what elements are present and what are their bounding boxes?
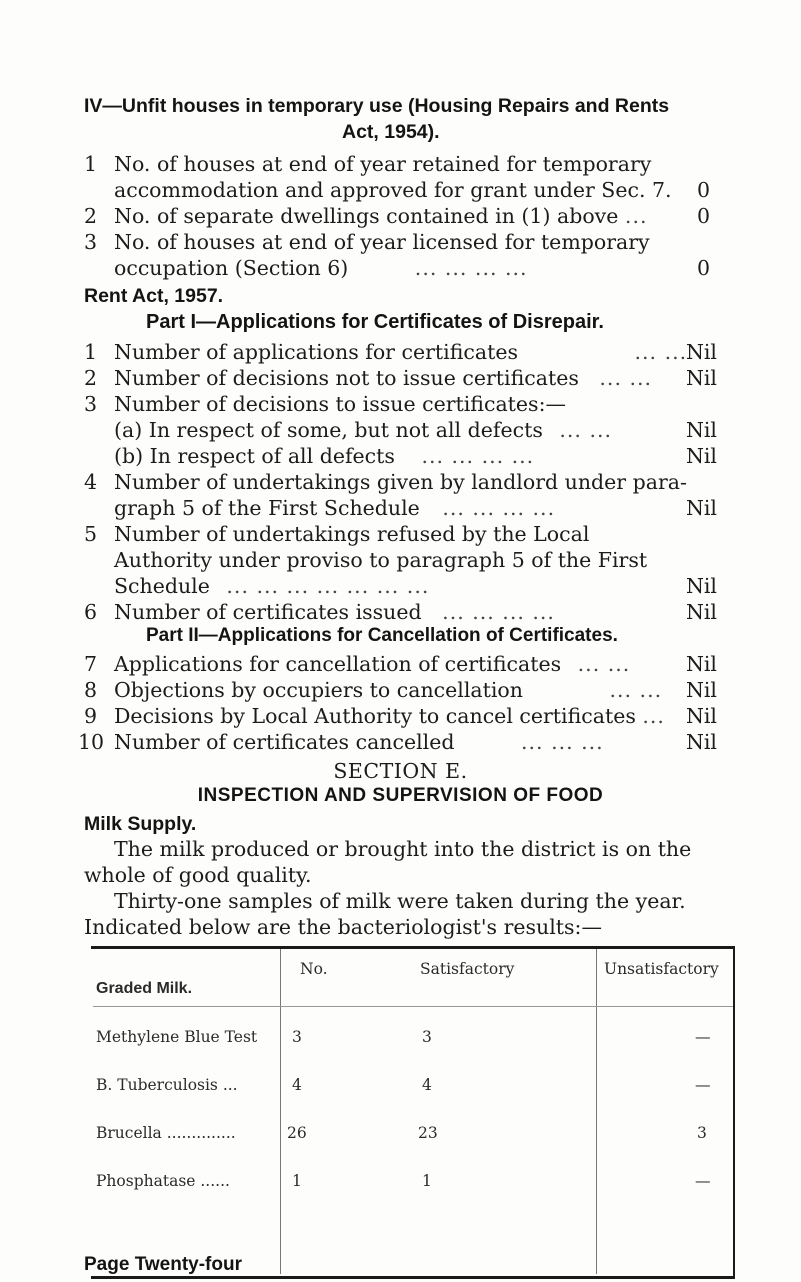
table-row-test: B. Tuberculosis ... bbox=[96, 1076, 238, 1094]
section-iv-item-1: 1 No. of houses at end of year retained for temporary bbox=[84, 152, 652, 176]
part1-item-1: 1 Number of applications for certificates ... ... Nil bbox=[84, 340, 717, 364]
part1-item-6: 6 Number of certificates issued ... ... ... ... Nil bbox=[84, 600, 717, 624]
section-iv-item-2: 2 No. of separate dwellings contained in (1) above ... 0 bbox=[84, 204, 710, 228]
section-iv-item-3: 3 No. of houses at end of year licensed for temporary bbox=[84, 230, 650, 254]
part1-item-3b: (b) In respect of all defects ... ... ... ... Nil bbox=[114, 444, 717, 468]
part1-item-4: 4 Number of undertakings given by landlord under para- bbox=[84, 470, 687, 494]
table-row-satisfactory: 1 bbox=[422, 1172, 432, 1190]
section-iv-item-3-cont: occupation (Section 6) ... ... ... ... 0 bbox=[114, 256, 710, 280]
part2-item-8: 8 Objections by occupiers to cancellation ... ... Nil bbox=[84, 678, 717, 702]
section-e-subtitle: INSPECTION AND SUPERVISION OF FOOD bbox=[197, 785, 604, 806]
part1-item-5-cont1: Authority under proviso to paragraph 5 of the First bbox=[114, 548, 648, 572]
part2-title: Part II—Applications for Cancellation of Certificates. bbox=[146, 625, 618, 646]
table-row-unsatisfactory: — bbox=[695, 1028, 711, 1046]
section-iv-title-line2: Act, 1954). bbox=[342, 121, 440, 143]
col-header-satisfactory: Satisfactory bbox=[420, 960, 515, 978]
table-row-test: Brucella .............. bbox=[96, 1124, 236, 1142]
milk-para1-line2: whole of good quality. bbox=[84, 863, 312, 887]
section-iv-item-2-value: 0 bbox=[696, 204, 710, 228]
part1-item-4-cont: graph 5 of the First Schedule ... ... ... ... Nil bbox=[114, 496, 717, 520]
table-row-no: 3 bbox=[292, 1028, 302, 1046]
part2-item-7: 7 Applications for cancellation of certificates ... ... Nil bbox=[84, 652, 717, 676]
table-row-satisfactory: 3 bbox=[422, 1028, 432, 1046]
rent-act-title: Rent Act, 1957. bbox=[84, 285, 224, 307]
part1-title: Part I—Applications for Certificates of Disrepair. bbox=[146, 311, 604, 333]
table-row-unsatisfactory: 3 bbox=[697, 1124, 707, 1142]
section-e-title: SECTION E. bbox=[333, 759, 468, 783]
part1-item-2: 2 Number of decisions not to issue certificates ... ... Nil bbox=[84, 366, 717, 390]
table-row-unsatisfactory: — bbox=[695, 1172, 711, 1190]
section-iv-item-1-cont: accommodation and approved for grant under Sec. 7. 0 bbox=[114, 178, 710, 202]
table-row-no: 1 bbox=[292, 1172, 302, 1190]
col-header-no: No. bbox=[300, 960, 328, 978]
milk-supply-heading: Milk Supply. bbox=[84, 813, 197, 835]
section-iv-item-1-value: 0 bbox=[696, 178, 710, 202]
table-row-no: 26 bbox=[287, 1124, 307, 1142]
row-header-graded-milk: Graded Milk. bbox=[96, 980, 193, 997]
part1-item-5-cont2: Schedule ... ... ... ... ... ... ... Nil bbox=[114, 574, 717, 598]
table-row-no: 4 bbox=[292, 1076, 302, 1094]
page-number: Page Twenty-four bbox=[84, 1254, 242, 1275]
col-header-unsatisfactory: Unsatisfactory bbox=[604, 960, 719, 978]
part1-item-5: 5 Number of undertakings refused by the Local bbox=[84, 522, 590, 546]
part1-item-3: 3 Number of decisions to issue certificates:— bbox=[84, 392, 566, 416]
milk-para2-line1: Thirty-one samples of milk were taken during the year. bbox=[114, 889, 686, 913]
part2-item-9: 9 Decisions by Local Authority to cancel certificates ... Nil bbox=[84, 704, 717, 728]
part1-item-3a: (a) In respect of some, but not all defects ... ... Nil bbox=[114, 418, 717, 442]
section-iv-title-line1: IV—Unfit houses in temporary use (Housing Repairs and Rents bbox=[84, 95, 670, 117]
part2-item-10: 10 Number of certificates cancelled ... ... ... Nil bbox=[78, 730, 717, 754]
table-row-unsatisfactory: — bbox=[695, 1076, 711, 1094]
milk-para2-line2: Indicated below are the bacteriologist's results:— bbox=[84, 915, 602, 939]
table-row-satisfactory: 23 bbox=[418, 1124, 438, 1142]
section-iv-item-3-value: 0 bbox=[696, 256, 710, 280]
table-row-satisfactory: 4 bbox=[422, 1076, 432, 1094]
table-row-test: Phosphatase ...... bbox=[96, 1172, 230, 1190]
milk-para1-line1: The milk produced or brought into the district is on the bbox=[114, 837, 692, 861]
table-row-test: Methylene Blue Test bbox=[96, 1028, 258, 1046]
